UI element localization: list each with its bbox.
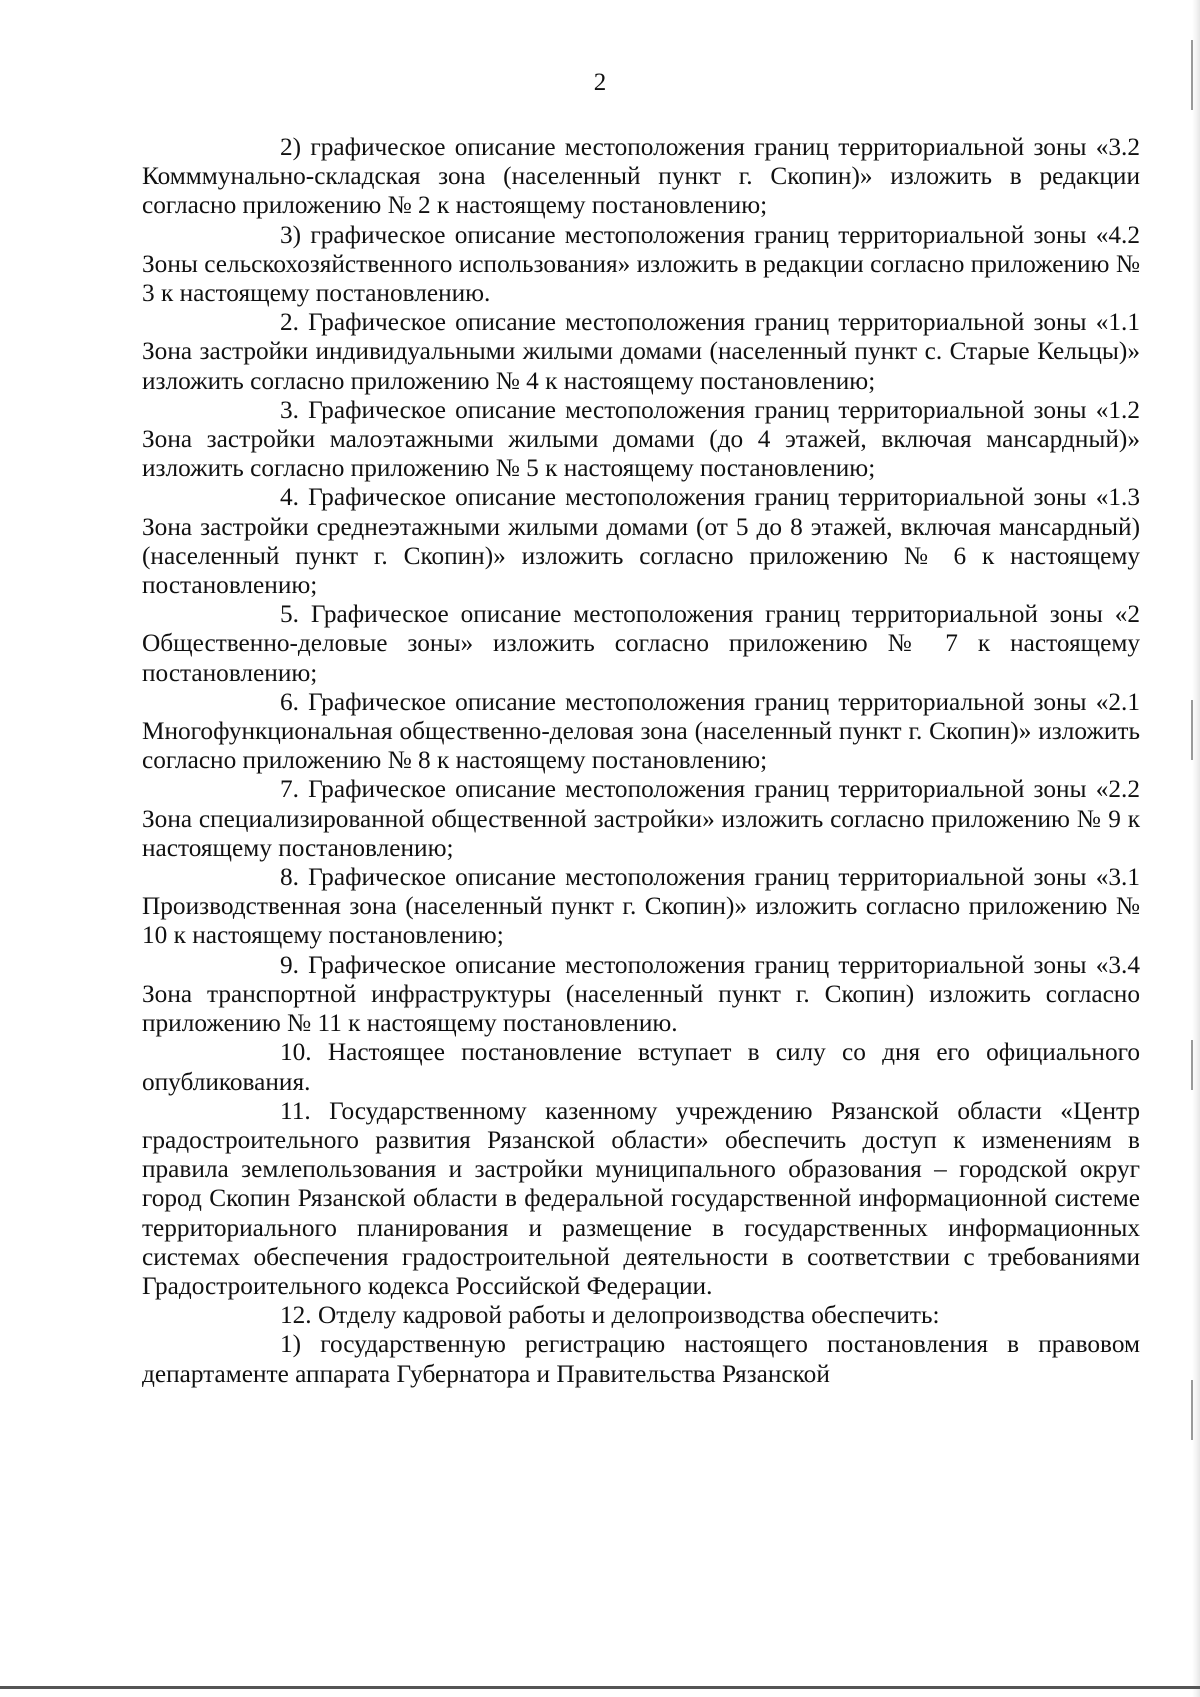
scan-artifact bbox=[1191, 700, 1193, 760]
page-number: 2 bbox=[593, 69, 607, 96]
scan-edge-shadow bbox=[1192, 0, 1200, 1697]
paragraph-text: Графическое описание местоположения границ территориальной зоны «2.1 Многофункциональная общественно-деловая зона (населенный пункт г. Скопин)» изложить согласно приложению № 8 к настоящему постановлению; bbox=[142, 687, 1140, 775]
paragraph-item-7 bbox=[142, 775, 1140, 863]
paragraph-text: графическое описание местоположения границ территориальной зоны «4.2 Зоны сельскохозяйственного использования» изложить в редакции согласно приложению № 3 к настоящему постановлению. bbox=[142, 220, 1140, 308]
paragraph-number: 8. bbox=[280, 863, 299, 892]
paragraph-item-6 bbox=[142, 688, 1140, 776]
paragraph-number: 11. bbox=[280, 1096, 311, 1125]
paragraph-number: 5. bbox=[280, 600, 299, 629]
paragraph-item-9 bbox=[142, 951, 1140, 1039]
paragraph-text: Графическое описание местоположения границ территориальной зоны «1.1 Зона застройки индивидуальными жилыми домами (населенный пункт с. Старые Кельцы)» изложить согласно приложению № 4 к настоящему постановлению; bbox=[142, 308, 1140, 395]
paragraph-number: 12. bbox=[280, 1301, 312, 1330]
paragraph-text: Графическое описание местоположения границ территориальной зоны «1.3 Зона застройки среднеэтажными жилыми домами (от 5 до 8 этажей, включая мансардный) (населенный пункт г. Скопин)» изложить согласно приложению № 6 к настоящему постановлению; bbox=[142, 483, 1140, 600]
paragraph-item-5 bbox=[142, 600, 1140, 688]
paragraph-number: 7. bbox=[280, 775, 299, 804]
paragraph-text: Графическое описание местоположения границ территориальной зоны «2.2 Зона специализированной общественной застройки» изложить согласно приложению № 9 к настоящему постановлению; bbox=[142, 775, 1140, 862]
paragraph-item-10 bbox=[142, 1038, 1140, 1096]
paragraph-text: Графическое описание местоположения границ территориальной зоны «1.2 Зона застройки малоэтажными жилыми домами (до 4 этажей, включая мансардный)» изложить согласно приложению № 5 к настоящему постановлению; bbox=[142, 395, 1140, 483]
paragraph-number: 10. bbox=[280, 1038, 312, 1067]
paragraph-item-3-sub bbox=[142, 221, 1140, 309]
paragraph-text: графическое описание местоположения границ территориальной зоны «3.2 Комммунально-складская зона (населенный пункт г. Скопин)» изложить в редакции согласно приложению № 2 к настоящему постановлению; bbox=[142, 133, 1140, 220]
paragraph-item-2-sub bbox=[142, 133, 1140, 221]
paragraph-text: Государственному казенному учреждению Рязанской области «Центр градостроительного развития Рязанской области» обеспечить доступ к изменениям в правила землепользования и застройки муниципального образования – городской округ город Скопин Рязанской области в федеральной государственной информационной системе территориального планирования и размещение в государственных информационных системах обеспечения градостроительной деятельности в соответствии с требованиями Градостроительного кодекса Российской Федерации. bbox=[142, 1096, 1140, 1300]
paragraph-number: 1) bbox=[280, 1330, 302, 1359]
paragraph-number: 4. bbox=[280, 483, 299, 512]
paragraph-item-8 bbox=[142, 863, 1140, 951]
paragraph-item-12-1 bbox=[142, 1330, 1140, 1388]
scan-artifact bbox=[1191, 1040, 1193, 1090]
paragraph-text: Графическое описание местоположения границ территориальной зоны «3.4 Зона транспортной инфраструктуры (населенный пункт г. Скопин) изложить согласно приложению № 11 к настоящему постановлению. bbox=[142, 950, 1140, 1038]
paragraph-number: 2. bbox=[280, 308, 299, 337]
paragraph-item-11 bbox=[142, 1097, 1140, 1301]
paragraph-item-12 bbox=[142, 1301, 1140, 1330]
paragraph-item-2 bbox=[142, 308, 1140, 396]
paragraph-text: Настоящее постановление вступает в силу со дня его официального опубликования. bbox=[142, 1038, 1140, 1096]
scan-artifact bbox=[1191, 1380, 1193, 1440]
paragraph-text: Графическое описание местоположения границ территориальной зоны «2 Общественно-деловые зоны» изложить согласно приложению № 7 к настоящему постановлению; bbox=[142, 600, 1140, 687]
paragraph-number: 2) bbox=[280, 133, 302, 161]
document-body bbox=[142, 133, 1140, 1389]
paragraph-text: Графическое описание местоположения границ территориальной зоны «3.1 Производственная зона (населенный пункт г. Скопин)» изложить согласно приложению № 10 к настоящему постановлению; bbox=[142, 863, 1140, 950]
paragraph-number: 9. bbox=[280, 950, 299, 979]
paragraph-number: 3. bbox=[280, 395, 299, 424]
paragraph-item-3 bbox=[142, 396, 1140, 484]
paragraph-text: государственную регистрацию настоящего постановления в правовом департаменте аппарата Губернатора и Правительства Рязанской bbox=[142, 1330, 1141, 1388]
paragraph-item-4 bbox=[142, 483, 1140, 600]
bottom-scan-line bbox=[0, 1686, 1200, 1689]
paragraph-text: Отделу кадровой работы и делопроизводства обеспечить: bbox=[317, 1301, 940, 1330]
paragraph-number: 3) bbox=[280, 220, 302, 249]
paragraph-number: 6. bbox=[280, 687, 299, 716]
scan-artifact bbox=[1191, 40, 1193, 110]
